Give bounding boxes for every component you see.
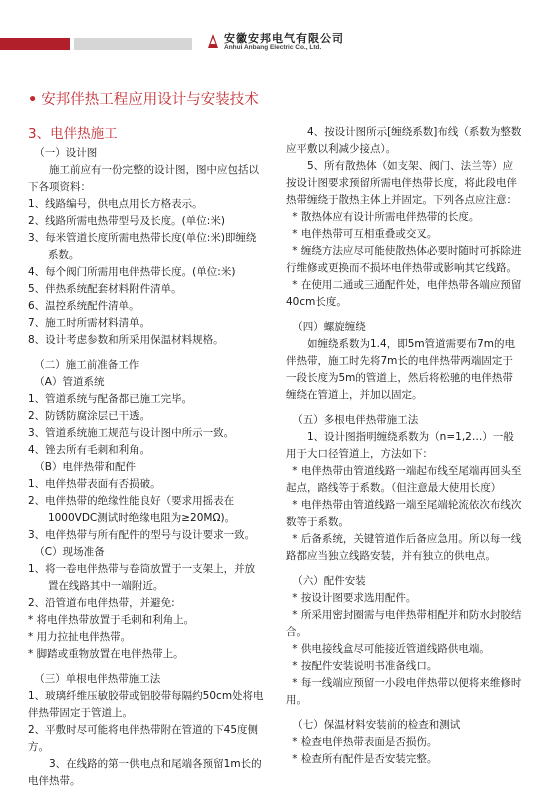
note-item: * 散热体应有设计所需电伴热带的长度。 — [292, 211, 480, 223]
paragraph: 1、设计图指明缠绕系数为（n=1,2…）一般用于大口径管道上，方法如下： — [286, 431, 514, 460]
subsection-title: （三）单根电伴热带施工法 — [34, 673, 161, 685]
list-item: 4、每个阀门所需用电伴热带长度。(单位:米) — [28, 266, 236, 278]
subsection-title: （A）管道系统 — [34, 376, 105, 388]
subsection-title: （一）设计图 — [34, 147, 98, 159]
list-item: 1、线路编号，供电点用长方格表示。 — [28, 198, 203, 210]
list-item: 2、沿管道布电伴热带，并避免: — [28, 597, 175, 609]
note-item: * 电伴热带由管道线路一端至尾端轮流依次布线次数等于系数。 — [286, 499, 522, 528]
list-item: 2、平敷时尽可能将电伴热带附在管道的下45度侧方。 — [28, 724, 259, 753]
paragraph: 5、所有散热体（如支架、阀门、法兰等）应按设计图要求预留所需电伴热带长度，将此段电伴热带缠绕于散热主体上并固定。下列各点应注意： — [286, 160, 517, 206]
company-logo-icon — [206, 33, 220, 49]
paragraph: 4、按设计图所示[缠绕系数]布线（系数为整数应平敷以利减少接点）。 — [286, 126, 522, 155]
list-item: 1、将一卷电伴热带与卷筒放置于一支架上，并放置在线路其中一端附近。 — [28, 563, 256, 592]
company-name-en: Anhui Anbang Electric Co., Ltd. — [224, 44, 322, 51]
list-item: 8、设计考虑参数和所采用保温材料规格。 — [28, 334, 224, 346]
subsection-title: （C）现场准备 — [34, 546, 105, 558]
list-item: 7、施工时所需材料清单。 — [28, 317, 151, 329]
note-item: * 检查所有配件是否安装完整。 — [292, 753, 438, 765]
note-item: * 供电接线盒尽可能接近管道线路供电端。 — [292, 643, 490, 655]
note-item: * 按设计图要求选用配件。 — [292, 592, 417, 604]
note-item: * 缠绕方法应尽可能使散热体必要时随时可拆除进行维修或更换而不损坏电伴热带或影响其它线路。 — [286, 245, 522, 274]
list-item: 1、电伴热带表面有否损破。 — [28, 478, 161, 490]
note-item: * 每一线端应预留一小段电伴热带以便将来维修时用。 — [286, 677, 522, 706]
note-item: * 按配件安装说明书准备线口。 — [292, 660, 438, 672]
list-item: 1、玻璃纤维压敏胶带或铝胶带每隔约50cm处将电伴热带固定于管道上。 — [28, 690, 264, 719]
list-item: 2、电伴热带的绝缘性能良好（要求用摇表在1000VDC测试时绝缘电阻为≥20MΩ)。 — [28, 495, 236, 524]
company-name-cn: 安徽安邦电气有限公司 — [224, 32, 344, 45]
paragraph: 如缠绕系数为1.4，即5m管道需要布7m的电伴热带，施工时先将7m长的电伴热带两端固定于一段长度为5m的管道上，然后将松驰的电伴热带缠绕在管道上，并加以固定。 — [286, 338, 516, 401]
subsection-title: （二）施工前准备工作 — [34, 359, 140, 371]
note-item: * 电伴热带可互相重叠或交叉。 — [292, 228, 438, 240]
left-column — [28, 124, 264, 790]
note-item: * 在使用二通或三通配件处，电伴热带各端应预留40cm长度。 — [286, 279, 522, 308]
subsection-title: （七）保温材料安装前的检查和测试 — [292, 719, 461, 731]
page-title-text: 安邦伴热工程应用设计与安装技术 — [41, 92, 259, 108]
subsection-title: （四）螺旋缠绕 — [292, 321, 366, 333]
note-item: * 检查电伴热带表面是否损伤。 — [292, 736, 438, 748]
section-heading: 3、电伴热施工 — [28, 126, 118, 142]
list-item: 2、防锈防腐涂层已干透。 — [28, 410, 151, 422]
list-item: 3、管道系统施工规范与设计图中所示一致。 — [28, 427, 235, 439]
list-item: * 脚踏或重物放置在电伴热带上。 — [28, 648, 184, 660]
list-item: 3、在线路的第一供电点和尾端各预留1m长的电伴热带。 — [28, 758, 262, 787]
subsection-title: （六）配件安装 — [292, 575, 366, 587]
note-item: * 后备系统，关键管道作后备应急用。所以每一线路都应当独立线路安装，并有独立的供电点。 — [286, 533, 522, 562]
note-item: * 所采用密封圈需与电伴热带相配并和防水封胶结合。 — [286, 609, 522, 638]
subsection-title: （B）电伴热带和配件 — [34, 461, 136, 473]
list-item: 4、锉去所有毛刺和利角。 — [28, 444, 151, 456]
page-header — [0, 0, 539, 60]
subsection-title: （五）多根电伴热带施工法 — [292, 414, 419, 426]
header-gray-bar — [74, 38, 192, 50]
list-item: * 用力拉扯电伴热带。 — [28, 631, 132, 643]
list-item: 5、伴热系统配套材料附件清单。 — [28, 283, 182, 295]
list-item: 3、电伴热带与所有配件的型号与设计要求一致。 — [28, 529, 256, 541]
list-item: * 将电伴热带放置于毛刺和利角上。 — [28, 614, 195, 626]
list-item: 1、管道系统与配备都已施工完毕。 — [28, 393, 193, 405]
list-item: 6、温控系统配件清单。 — [28, 300, 140, 312]
list-item: 2、线路所需电热带型号及长度。(单位:米) — [28, 215, 225, 227]
right-column — [286, 124, 522, 768]
paragraph: 施工前应有一份完整的设计图，图中应包括以下各项资料： — [28, 164, 259, 193]
header-accent-bar — [0, 38, 70, 50]
note-item: * 电伴热带由管道线路一端起布线至尾端再回头至起点，路线等于系数。（但注意最大使用长度） — [286, 465, 522, 494]
page-title: • 安邦伴热工程应用设计与安装技术 — [28, 92, 259, 108]
list-item: 3、每米管道长度所需电热带长度(单位:米)即缠绕系数。 — [28, 232, 257, 261]
